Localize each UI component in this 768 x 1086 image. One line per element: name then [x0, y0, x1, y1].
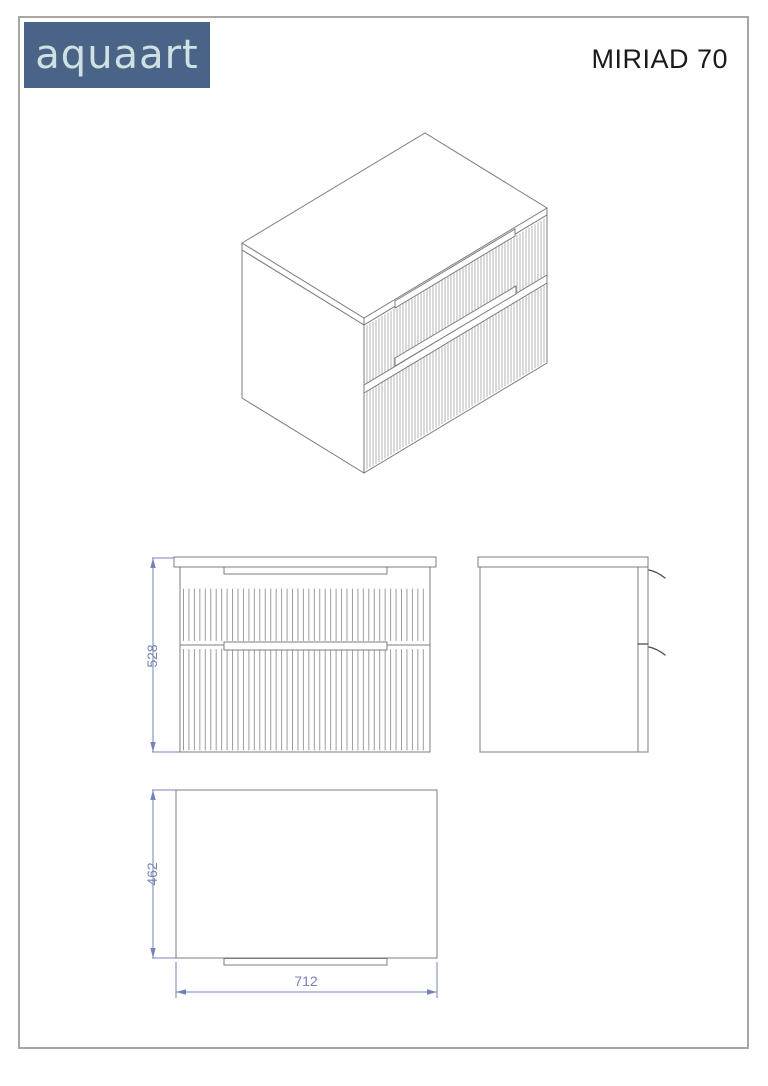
- dim-arrow-right: [427, 989, 437, 994]
- front-view: [144, 557, 436, 752]
- front-body: [180, 567, 430, 752]
- side-drawer-front: [638, 567, 648, 752]
- side-body: [480, 567, 638, 752]
- isometric-view: [242, 133, 547, 473]
- side-middle-handle: [649, 647, 665, 655]
- front-countertop: [174, 557, 436, 567]
- dim-arrow-down: [150, 948, 155, 958]
- dim-arrow-down: [150, 742, 155, 752]
- dim-arrow-left: [176, 989, 186, 994]
- plan-handle-strip: [224, 959, 387, 966]
- side-countertop: [478, 557, 648, 567]
- brand-logo-text: aquaart: [35, 32, 199, 78]
- dim-arrow-up: [150, 558, 155, 568]
- front-top-handle: [224, 567, 387, 574]
- dim-label-height: 528: [144, 644, 160, 668]
- side-top-handle: [649, 570, 665, 578]
- side-view: [478, 557, 665, 752]
- top-view: [144, 790, 437, 998]
- dim-arrow-up: [150, 790, 155, 800]
- dim-label-depth: 462: [144, 862, 160, 886]
- front-middle-handle: [224, 642, 387, 650]
- dim-label-width: 712: [294, 973, 318, 989]
- page-title: MIRIAD 70: [591, 44, 728, 74]
- plan-countertop: [176, 790, 437, 958]
